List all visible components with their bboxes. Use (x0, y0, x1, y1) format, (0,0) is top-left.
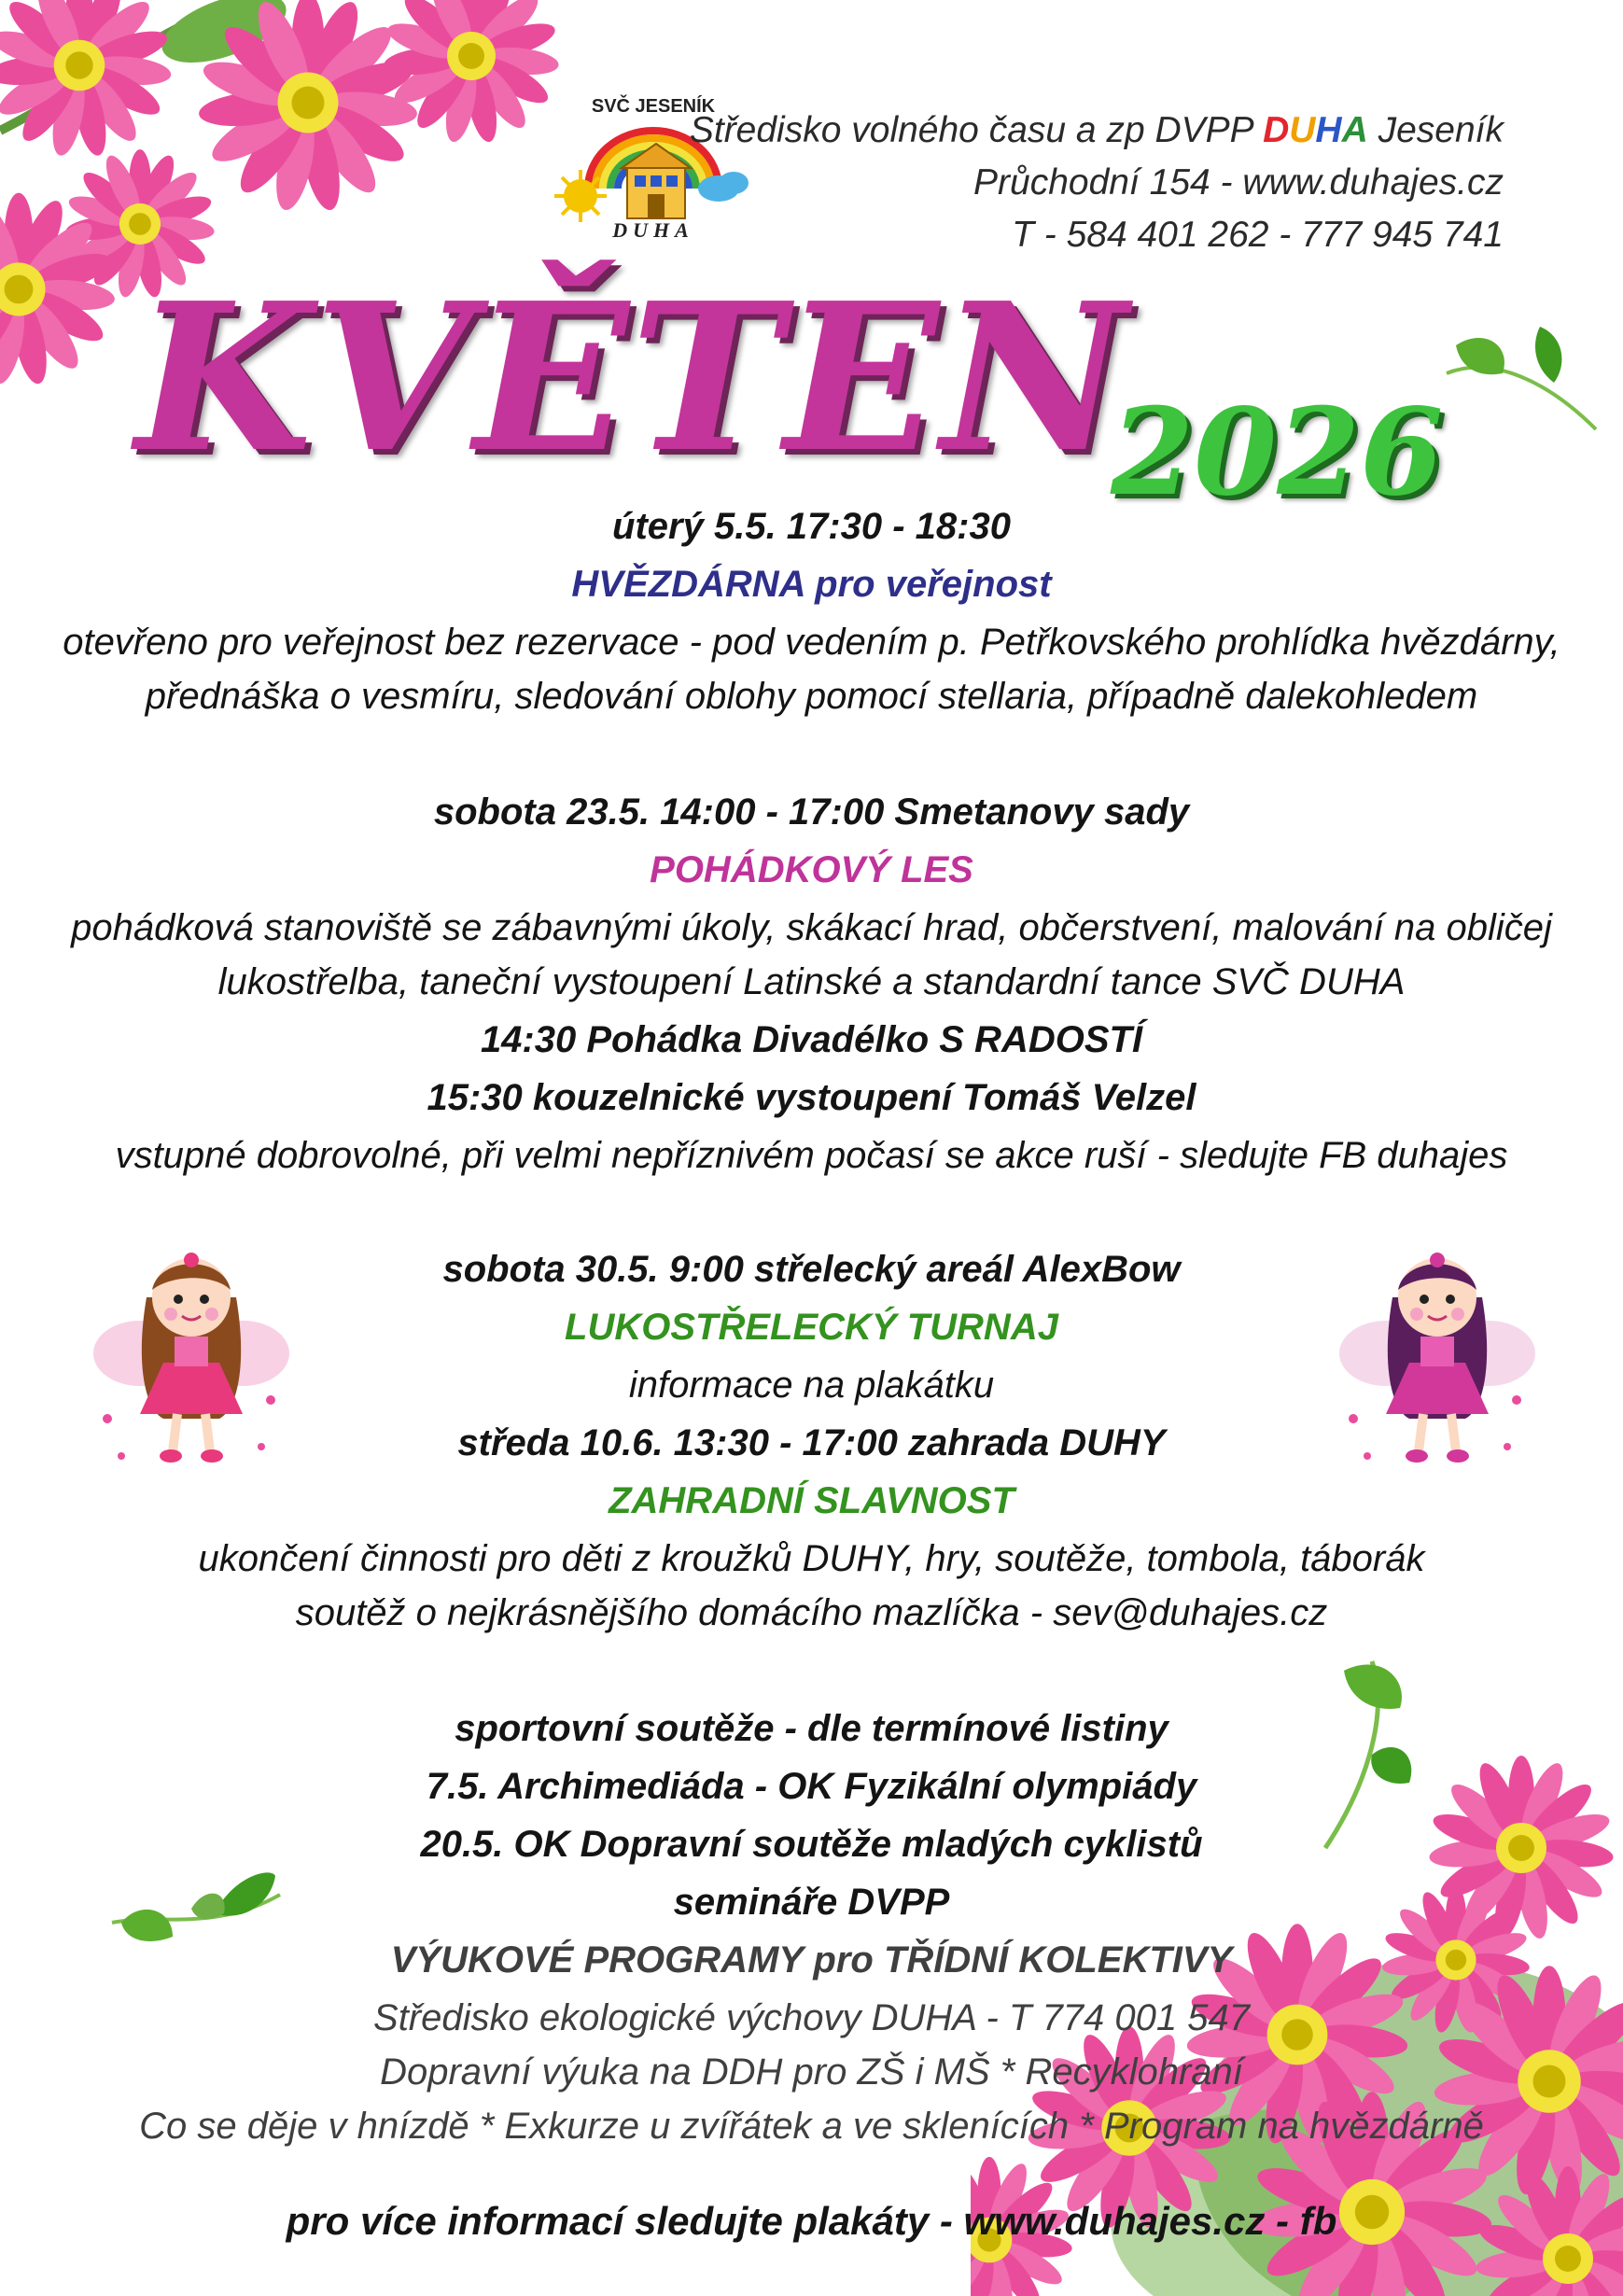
event-1-when: úterý 5.5. 17:30 - 18:30 (612, 506, 1011, 547)
event-4-when: středa 10.6. 13:30 - 17:00 zahrada DUHY (457, 1422, 1166, 1463)
programs-item-1: Středisko ekologické výchovy DUHA - T 774 001 547 (373, 1997, 1250, 2038)
footer-info: pro více informací sledujte plakáty - www.duhajes.cz - fb (286, 2199, 1337, 2243)
brand-letter: A (1341, 110, 1368, 150)
event-1-name: HVĚZDÁRNA pro veřejnost (571, 564, 1052, 605)
event-1-desc-2: přednáška o vesmíru, sledování oblohy pomocí stellaria, případně dalekohledem (145, 676, 1478, 717)
programs-item-2: Dopravní výuka na DDH pro ZŠ i MŠ * Recyklohraní (380, 2051, 1243, 2093)
brand-letter: U (1289, 110, 1316, 150)
seminars-heading: semináře DVPP (673, 1882, 950, 1923)
event-2-note: vstupné dobrovolné, při velmi nepříznivém počasí se akce ruší - sledujte FB duhajes (115, 1135, 1508, 1176)
logo-top-text: SVČ JESENÍK (591, 96, 716, 117)
event-1-desc-1: otevřeno pro veřejnost bez rezervace - pod vedením p. Petřkovského prohlídka hvězdárny, (63, 622, 1560, 663)
sports-heading: sportovní soutěže - dle termínové listiny (455, 1708, 1168, 1749)
sports-item-2: 20.5. OK Dopravní soutěže mladých cyklistů (420, 1824, 1203, 1865)
org-name (570, 105, 1504, 157)
brand-duha (1263, 110, 1368, 150)
event-2-program-2: 15:30 kouzelnické vystoupení Tomáš Velzel (427, 1077, 1196, 1118)
org-address: Průchodní 154 - www.duhajes.cz (973, 162, 1504, 203)
event-4-desc-2: soutěž o nejkrásnějšího domácího mazlíčka - sev@duhajes.cz (295, 1592, 1328, 1633)
event-2-program-1: 14:30 Pohádka Divadélko S RADOSTÍ (480, 1019, 1143, 1060)
event-2-name: POHÁDKOVÝ LES (650, 849, 973, 890)
event-2-when: sobota 23.5. 14:00 - 17:00 Smetanovy sady (433, 791, 1190, 833)
event-4-desc-1: ukončení činnosti pro děti z kroužků DUHY, hry, soutěže, tombola, táborák (198, 1538, 1425, 1579)
brand-letter: H (1315, 110, 1342, 150)
org-phone: T - 584 401 262 - 777 945 741 (1012, 215, 1504, 255)
brand-letter: D (1263, 110, 1290, 150)
leaf-icon (1437, 317, 1605, 439)
month-title: KVĚTEN (135, 259, 1129, 497)
programs-item-3: Co se děje v hnízdě * Exkurze u zvířátek a ve sklenících * Program na hvězdárně (139, 2106, 1484, 2147)
event-3-desc-1: informace na plakátku (628, 1365, 995, 1406)
event-2-desc-2: lukostřelba, taneční vystoupení Latinské a standardní tance SVČ DUHA (217, 961, 1406, 1002)
event-4-name: ZAHRADNÍ SLAVNOST (609, 1480, 1014, 1521)
event-3-when: sobota 30.5. 9:00 střelecký areál AlexBow (442, 1249, 1181, 1290)
logo-bottom-text: DUHA (612, 218, 694, 242)
programs-heading: VÝUKOVÉ PROGRAMY pro TŘÍDNÍ KOLEKTIVY (390, 1939, 1233, 1981)
org-suffix: Jeseník (1367, 110, 1504, 150)
org-header (570, 105, 1504, 261)
fairy-icon (1335, 1232, 1540, 1484)
year-title: 2026 (1111, 383, 1444, 523)
event-2-desc-1: pohádková stanoviště se zábavnými úkoly, skákací hrad, občerstvení, malování na obličej (71, 907, 1552, 948)
sports-item-1: 7.5. Archimediáda - OK Fyzikální olympiády (426, 1766, 1197, 1807)
org-prefix: Středisko volného času a zp DVPP (689, 110, 1264, 150)
event-3-name: LUKOSTŘELECKÝ TURNAJ (565, 1307, 1058, 1348)
fairy-icon (89, 1232, 294, 1484)
